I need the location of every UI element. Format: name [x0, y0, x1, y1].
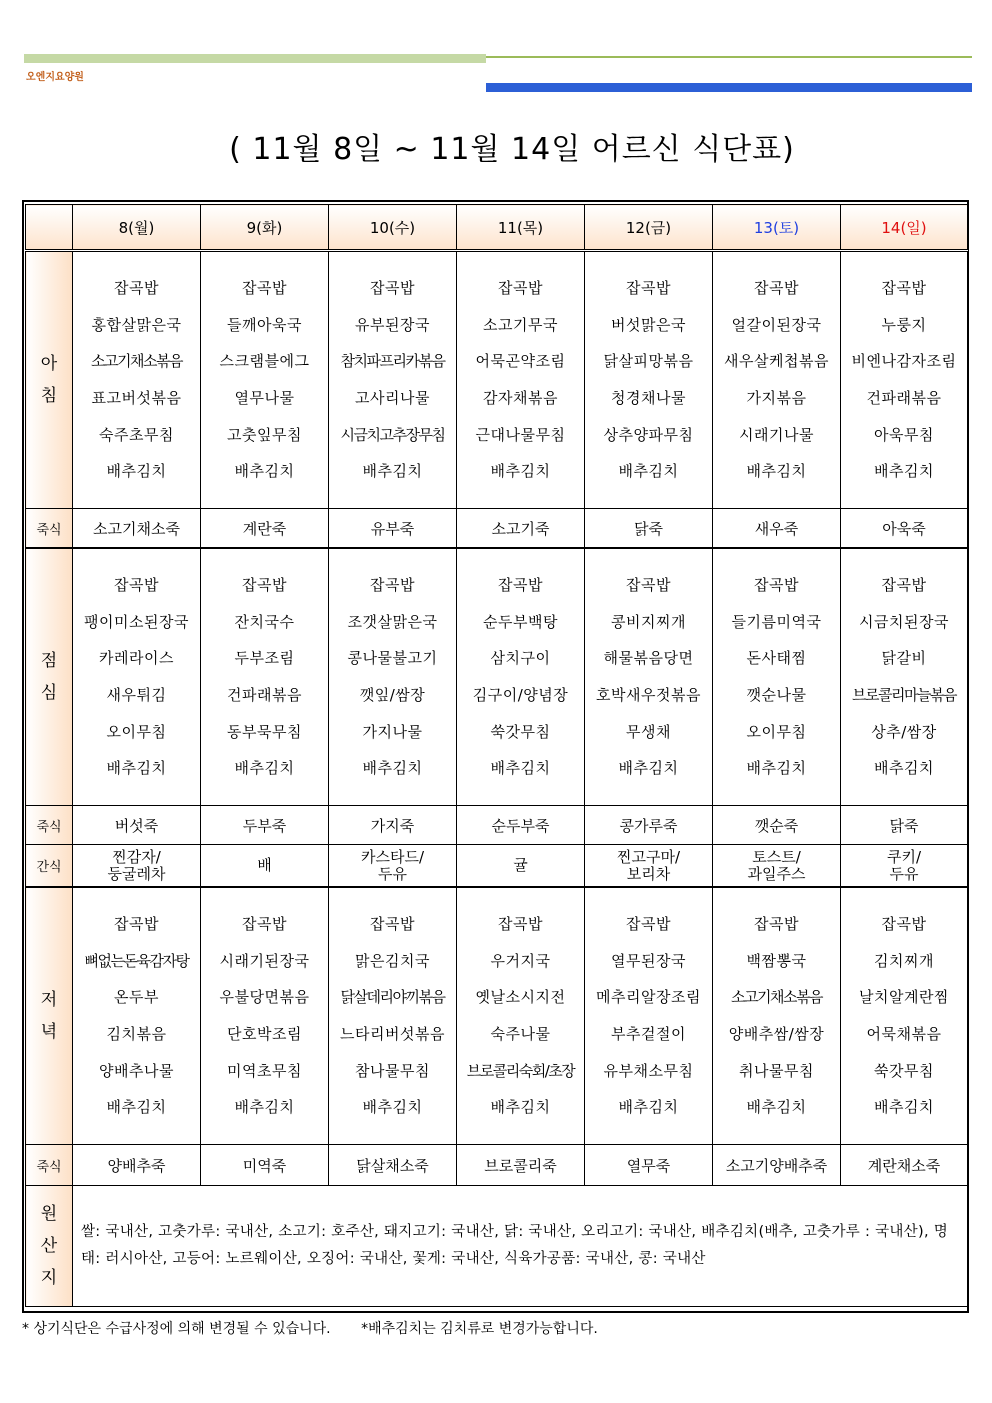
lunch-cell: [841, 548, 968, 806]
snack-row: [26, 845, 968, 888]
menu-item: 해물볶음당면: [603, 649, 694, 668]
lunch-porridge-cell: 두부죽: [201, 806, 329, 845]
menu-item: 부추겉절이: [611, 1025, 686, 1043]
menu-item: 잡곡밥: [114, 575, 159, 594]
lunch-label: [26, 548, 73, 806]
menu-item: 시금치된장국: [859, 612, 949, 631]
lunch-cell: [713, 548, 841, 806]
footnote-kimchi: *배추김치는 김치류로 변경가능합니다.: [361, 1321, 598, 1337]
dinner-cell: [73, 887, 201, 1145]
menu-item: 미역초무침: [227, 1061, 302, 1080]
menu-item: 날치알계란찜: [859, 988, 949, 1007]
breakfast-cell: [713, 251, 841, 509]
menu-item: 취나물무침: [739, 1061, 814, 1080]
menu-item: 배추김치: [106, 1098, 167, 1117]
snack-cell: [841, 845, 968, 888]
menu-item: 닭살피망볶음: [603, 352, 694, 371]
menu-item: 팽이미소된장국: [84, 612, 189, 631]
menu-item: 잡곡밥: [626, 575, 671, 594]
menu-item: 콩나물불고기: [347, 649, 438, 668]
menu-item: 배추김치: [490, 759, 551, 778]
breakfast-cell: [201, 251, 329, 509]
snack-cell: [713, 845, 841, 888]
menu-item: 홍합살맑은국: [91, 315, 182, 334]
origin-row: [26, 1186, 968, 1307]
lunch-cell: [457, 548, 585, 806]
lunch-porridge-cell: 순두부죽: [457, 806, 585, 845]
menu-item: 김구이/양념장: [472, 686, 569, 704]
snack-item: 배: [257, 856, 272, 874]
menu-item: 잡곡밥: [626, 278, 671, 297]
menu-item: 시금치고추장무침: [340, 425, 445, 444]
origin-label-char: 지: [40, 1268, 58, 1288]
day-header: 11(목): [457, 205, 585, 251]
lunch-cell: [201, 548, 329, 806]
breakfast-porridge-cell: 닭죽: [585, 509, 713, 549]
snack-label: 간식: [26, 845, 73, 888]
lunch-porridge-row: [26, 806, 968, 845]
menu-item: 유부채소무침: [603, 1061, 694, 1080]
breakfast-porridge-label: 죽식: [26, 509, 73, 549]
menu-item: 배추김치: [490, 1098, 551, 1117]
menu-item: 잡곡밥: [370, 914, 415, 933]
menu-item: 우불당면볶음: [219, 988, 310, 1007]
menu-item: 누룽지: [881, 315, 927, 334]
lunch-porridge-cell: 닭죽: [841, 806, 968, 845]
breakfast-cell: [457, 251, 585, 509]
lunch-porridge-cell: 콩가루죽: [585, 806, 713, 845]
menu-item: 유부된장국: [355, 315, 430, 334]
menu-item: 깻잎/쌈장: [359, 686, 426, 704]
dinner-cell: [713, 887, 841, 1145]
menu-item: 우거지국: [490, 951, 551, 970]
breakfast-porridge-cell: 소고기채소죽: [73, 509, 201, 549]
menu-item: 배추김치: [490, 462, 551, 481]
menu-item: 배추김치: [234, 462, 295, 481]
menu-item: 쑥갓무침: [874, 1061, 934, 1080]
menu-item: 깻순나물: [746, 686, 807, 704]
snack-item: 찐감자/: [112, 847, 161, 866]
meal-table: [25, 204, 968, 1307]
menu-item: 상추/쌈장: [871, 722, 937, 741]
menu-item: 브로콜리마늘볶음: [852, 686, 956, 704]
menu-item: 버섯맑은국: [611, 315, 686, 334]
menu-item: 순두부백탕: [483, 612, 558, 631]
page-title: ( 11월 8일 ~ 11월 14일 어르신 식단표): [229, 132, 795, 167]
menu-item: 온두부: [114, 988, 159, 1007]
menu-item: 호박새우젓볶음: [596, 686, 701, 704]
menu-item: 느타리버섯볶음: [340, 1025, 445, 1043]
menu-item: 감자채볶음: [483, 389, 558, 407]
dinner-porridge-cell: 열무죽: [585, 1145, 713, 1186]
menu-item: 건파래볶음: [866, 389, 942, 407]
menu-item: 아욱무침: [874, 425, 934, 444]
menu-item: 양배추나물: [99, 1061, 174, 1080]
menu-item: 고사리나물: [355, 389, 430, 407]
dinner-porridge-cell: 브로콜리죽: [457, 1145, 585, 1186]
menu-item: 옛날소시지전: [475, 988, 566, 1007]
snack-item: 보리차: [626, 864, 671, 883]
menu-item: 닭갈비: [881, 649, 927, 668]
menu-item: 잡곡밥: [881, 575, 927, 594]
menu-item: 가지볶음: [746, 389, 807, 407]
menu-item: 잡곡밥: [114, 278, 159, 297]
day-header: 10(수): [329, 205, 457, 251]
snack-item: 두유: [378, 864, 407, 883]
menu-item: 삼치구이: [490, 649, 551, 668]
menu-item: 잡곡밥: [114, 914, 159, 933]
menu-item: 잡곡밥: [242, 575, 287, 594]
dinner-label-char: 녁: [40, 1022, 58, 1042]
menu-item: 브로콜리숙회/초장: [466, 1061, 575, 1080]
menu-item: 오이무침: [106, 722, 167, 741]
menu-item: 맑은김치국: [355, 951, 430, 970]
menu-item: 스크램블에그: [219, 352, 310, 371]
breakfast-cell: [73, 251, 201, 509]
day-header: 12(금): [585, 205, 713, 251]
snack-item: 두유: [889, 864, 919, 883]
lunch-porridge-cell: 버섯죽: [73, 806, 201, 845]
dinner-label-char: 저: [40, 990, 58, 1010]
menu-item: 어묵채볶음: [866, 1025, 942, 1043]
header-green-line: [486, 56, 972, 58]
day-header: 14(일): [841, 205, 968, 251]
menu-item: 배추김치: [618, 759, 679, 778]
menu-item: 어묵곤약조림: [475, 352, 566, 371]
header-green-bar: [24, 54, 486, 63]
lunch-porridge-cell: 가지죽: [329, 806, 457, 845]
menu-item: 배추김치: [362, 462, 423, 481]
header-blue-bar: [486, 83, 972, 92]
snack-item: 토스트/: [752, 847, 801, 866]
menu-item: 잡곡밥: [498, 575, 543, 594]
snack-cell: [201, 845, 329, 888]
menu-item: 가지나물: [362, 722, 423, 741]
breakfast-label: [26, 251, 73, 509]
menu-item: 잡곡밥: [881, 914, 927, 933]
day-header: 13(토): [713, 205, 841, 251]
snack-cell: [457, 845, 585, 888]
menu-item: 참나물무침: [355, 1061, 430, 1080]
dinner-porridge-cell: 계란채소죽: [841, 1145, 968, 1186]
day-header: 9(화): [201, 205, 329, 251]
menu-item: 배추김치: [106, 759, 167, 778]
origin-label-char: 원: [40, 1204, 58, 1224]
dinner-porridge-cell: 양배추죽: [73, 1145, 201, 1186]
menu-item: 배추김치: [874, 1098, 934, 1117]
menu-item: 닭살데리야끼볶음: [340, 988, 445, 1007]
snack-item: 과일주스: [747, 864, 806, 883]
menu-item: 새우튀김: [106, 686, 167, 704]
menu-item: 열무된장국: [611, 951, 686, 970]
dinner-porridge-cell: 미역죽: [201, 1145, 329, 1186]
menu-item: 얼갈이된장국: [731, 315, 822, 334]
menu-item: 잡곡밥: [370, 575, 415, 594]
dinner-porridge-label: 죽식: [26, 1145, 73, 1186]
menu-item: 콩비지찌개: [611, 612, 686, 631]
menu-item: 잡곡밥: [754, 575, 799, 594]
breakfast-porridge-cell: 새우죽: [713, 509, 841, 549]
menu-item: 잡곡밥: [242, 278, 287, 297]
menu-item: 근대나물무침: [475, 425, 566, 444]
menu-item: 배추김치: [618, 462, 679, 481]
menu-item: 소고기채소볶음: [731, 988, 822, 1007]
menu-item: 잡곡밥: [370, 278, 415, 297]
lunch-row: [26, 548, 968, 806]
menu-item: 숙주나물: [490, 1025, 551, 1043]
snack-item: 쿠키/: [886, 847, 922, 866]
menu-item: 메추리알장조림: [596, 988, 701, 1007]
menu-item: 들기름미역국: [731, 612, 822, 631]
dinner-cell: [457, 887, 585, 1145]
menu-item: 건파래볶음: [227, 686, 302, 704]
dinner-cell: [841, 887, 968, 1145]
menu-item: 고춧잎무침: [227, 425, 302, 444]
menu-item: 뼈없는돈육감자탕: [84, 951, 189, 970]
menu-item: 참치파프리카볶음: [340, 352, 445, 371]
lunch-cell: [329, 548, 457, 806]
menu-item: 오이무침: [746, 722, 807, 741]
menu-item: 잡곡밥: [626, 914, 671, 933]
lunch-cell: [585, 548, 713, 806]
snack-cell: [329, 845, 457, 888]
dinner-porridge-row: [26, 1145, 968, 1186]
menu-item: 단호박조림: [227, 1025, 302, 1043]
menu-item: 열무나물: [234, 389, 295, 407]
breakfast-porridge-cell: 유부죽: [329, 509, 457, 549]
menu-item: 청경채나물: [611, 389, 686, 407]
menu-item: 새우살케첩볶음: [724, 352, 829, 371]
menu-item: 돈사태찜: [746, 649, 807, 668]
menu-item: 시래기나물: [739, 425, 814, 444]
origin-label: [26, 1186, 73, 1307]
menu-item: 배추김치: [746, 1098, 807, 1117]
menu-item: 양배추쌈/쌈장: [728, 1025, 825, 1043]
menu-item: 잡곡밥: [881, 278, 927, 297]
breakfast-cell: [329, 251, 457, 509]
menu-item: 배추김치: [106, 462, 167, 481]
menu-item: 배추김치: [234, 1098, 295, 1117]
breakfast-label-char: 침: [40, 386, 58, 406]
origin-label-char: 산: [40, 1236, 58, 1256]
menu-item: 배추김치: [618, 1098, 679, 1117]
menu-item: 배추김치: [746, 759, 807, 778]
breakfast-cell: [841, 251, 968, 509]
menu-item: 비엔나감자조림: [851, 352, 957, 371]
dinner-porridge-cell: 닭살채소죽: [329, 1145, 457, 1186]
lunch-porridge-cell: 깻순죽: [713, 806, 841, 845]
dinner-cell: [585, 887, 713, 1145]
menu-item: 조갯살맑은국: [347, 612, 438, 631]
menu-item: 김치볶음: [106, 1025, 167, 1043]
menu-item: 잡곡밥: [498, 278, 543, 297]
facility-logo: 오엔지요양원: [26, 72, 84, 83]
snack-item: 카스타드/: [360, 847, 424, 866]
menu-item: 잡곡밥: [498, 914, 543, 933]
snack-cell: [73, 845, 201, 888]
menu-item: 숙주초무침: [99, 425, 174, 444]
menu-item: 카레라이스: [99, 649, 174, 668]
dinner-cell: [329, 887, 457, 1145]
footnote: [22, 1318, 624, 1338]
menu-item: 배추김치: [874, 462, 934, 481]
menu-item: 잡곡밥: [242, 914, 287, 933]
menu-item: 백짬뽕국: [746, 951, 807, 970]
snack-item: 둥굴레차: [107, 864, 166, 883]
menu-item: 배추김치: [362, 1098, 423, 1117]
breakfast-label-char: 아: [40, 354, 58, 374]
menu-item: 배추김치: [874, 759, 934, 778]
menu-item: 표고버섯볶음: [91, 389, 182, 407]
snack-cell: [585, 845, 713, 888]
day-header-row: [26, 205, 968, 251]
menu-item: 잔치국수: [234, 612, 295, 631]
menu-item: 잡곡밥: [754, 278, 799, 297]
origin-text: 쌀: 국내산, 고춧가루: 국내산, 소고기: 호주산, 돼지고기: 국내산, 닭: 국내산, 오리고기: 국내산, 배추김치(배추, 고춧가루 : 국내산), 명태: 러시아산, 고등어: 노르웨이산, 오징어: 국내산, 꽃게: 국내산, 식육가공품: 국내산, 콩: 국내산: [73, 1186, 968, 1307]
dinner-porridge-cell: 소고기양배추죽: [713, 1145, 841, 1186]
breakfast-porridge-cell: 소고기죽: [457, 509, 585, 549]
breakfast-porridge-cell: 계란죽: [201, 509, 329, 549]
snack-item: 귤: [513, 856, 528, 874]
breakfast-porridge-cell: 아욱죽: [841, 509, 968, 549]
lunch-label-char: 심: [40, 683, 58, 703]
dinner-cell: [201, 887, 329, 1145]
breakfast-porridge-row: [26, 509, 968, 549]
menu-item: 상추양파무침: [603, 425, 694, 444]
dinner-row: [26, 887, 968, 1145]
dinner-label: [26, 887, 73, 1145]
lunch-label-char: 점: [40, 651, 58, 671]
menu-item: 소고기채소볶음: [91, 352, 182, 371]
breakfast-cell: [585, 251, 713, 509]
menu-item: 배추김치: [234, 759, 295, 778]
menu-item: 김치찌개: [874, 951, 934, 970]
menu-item: 동부묵무침: [227, 722, 302, 741]
menu-item: 무생채: [626, 722, 671, 741]
menu-item: 잡곡밥: [754, 914, 799, 933]
day-header: 8(월): [73, 205, 201, 251]
menu-item: 쑥갓무침: [490, 722, 551, 741]
menu-item: 배추김치: [746, 462, 807, 481]
footnote-supply: * 상기식단은 수급사정에 의해 변경될 수 있습니다.: [22, 1321, 331, 1337]
lunch-cell: [73, 548, 201, 806]
snack-item: 찐고구마/: [616, 847, 680, 866]
menu-item: 들깨아욱국: [227, 315, 302, 334]
menu-item: 소고기무국: [483, 315, 558, 334]
menu-item: 시래기된장국: [219, 951, 310, 970]
breakfast-row: [26, 251, 968, 509]
menu-item: 두부조림: [234, 649, 295, 668]
lunch-porridge-label: 죽식: [26, 806, 73, 845]
corner-cell: [26, 205, 73, 251]
menu-item: 배추김치: [362, 759, 423, 778]
